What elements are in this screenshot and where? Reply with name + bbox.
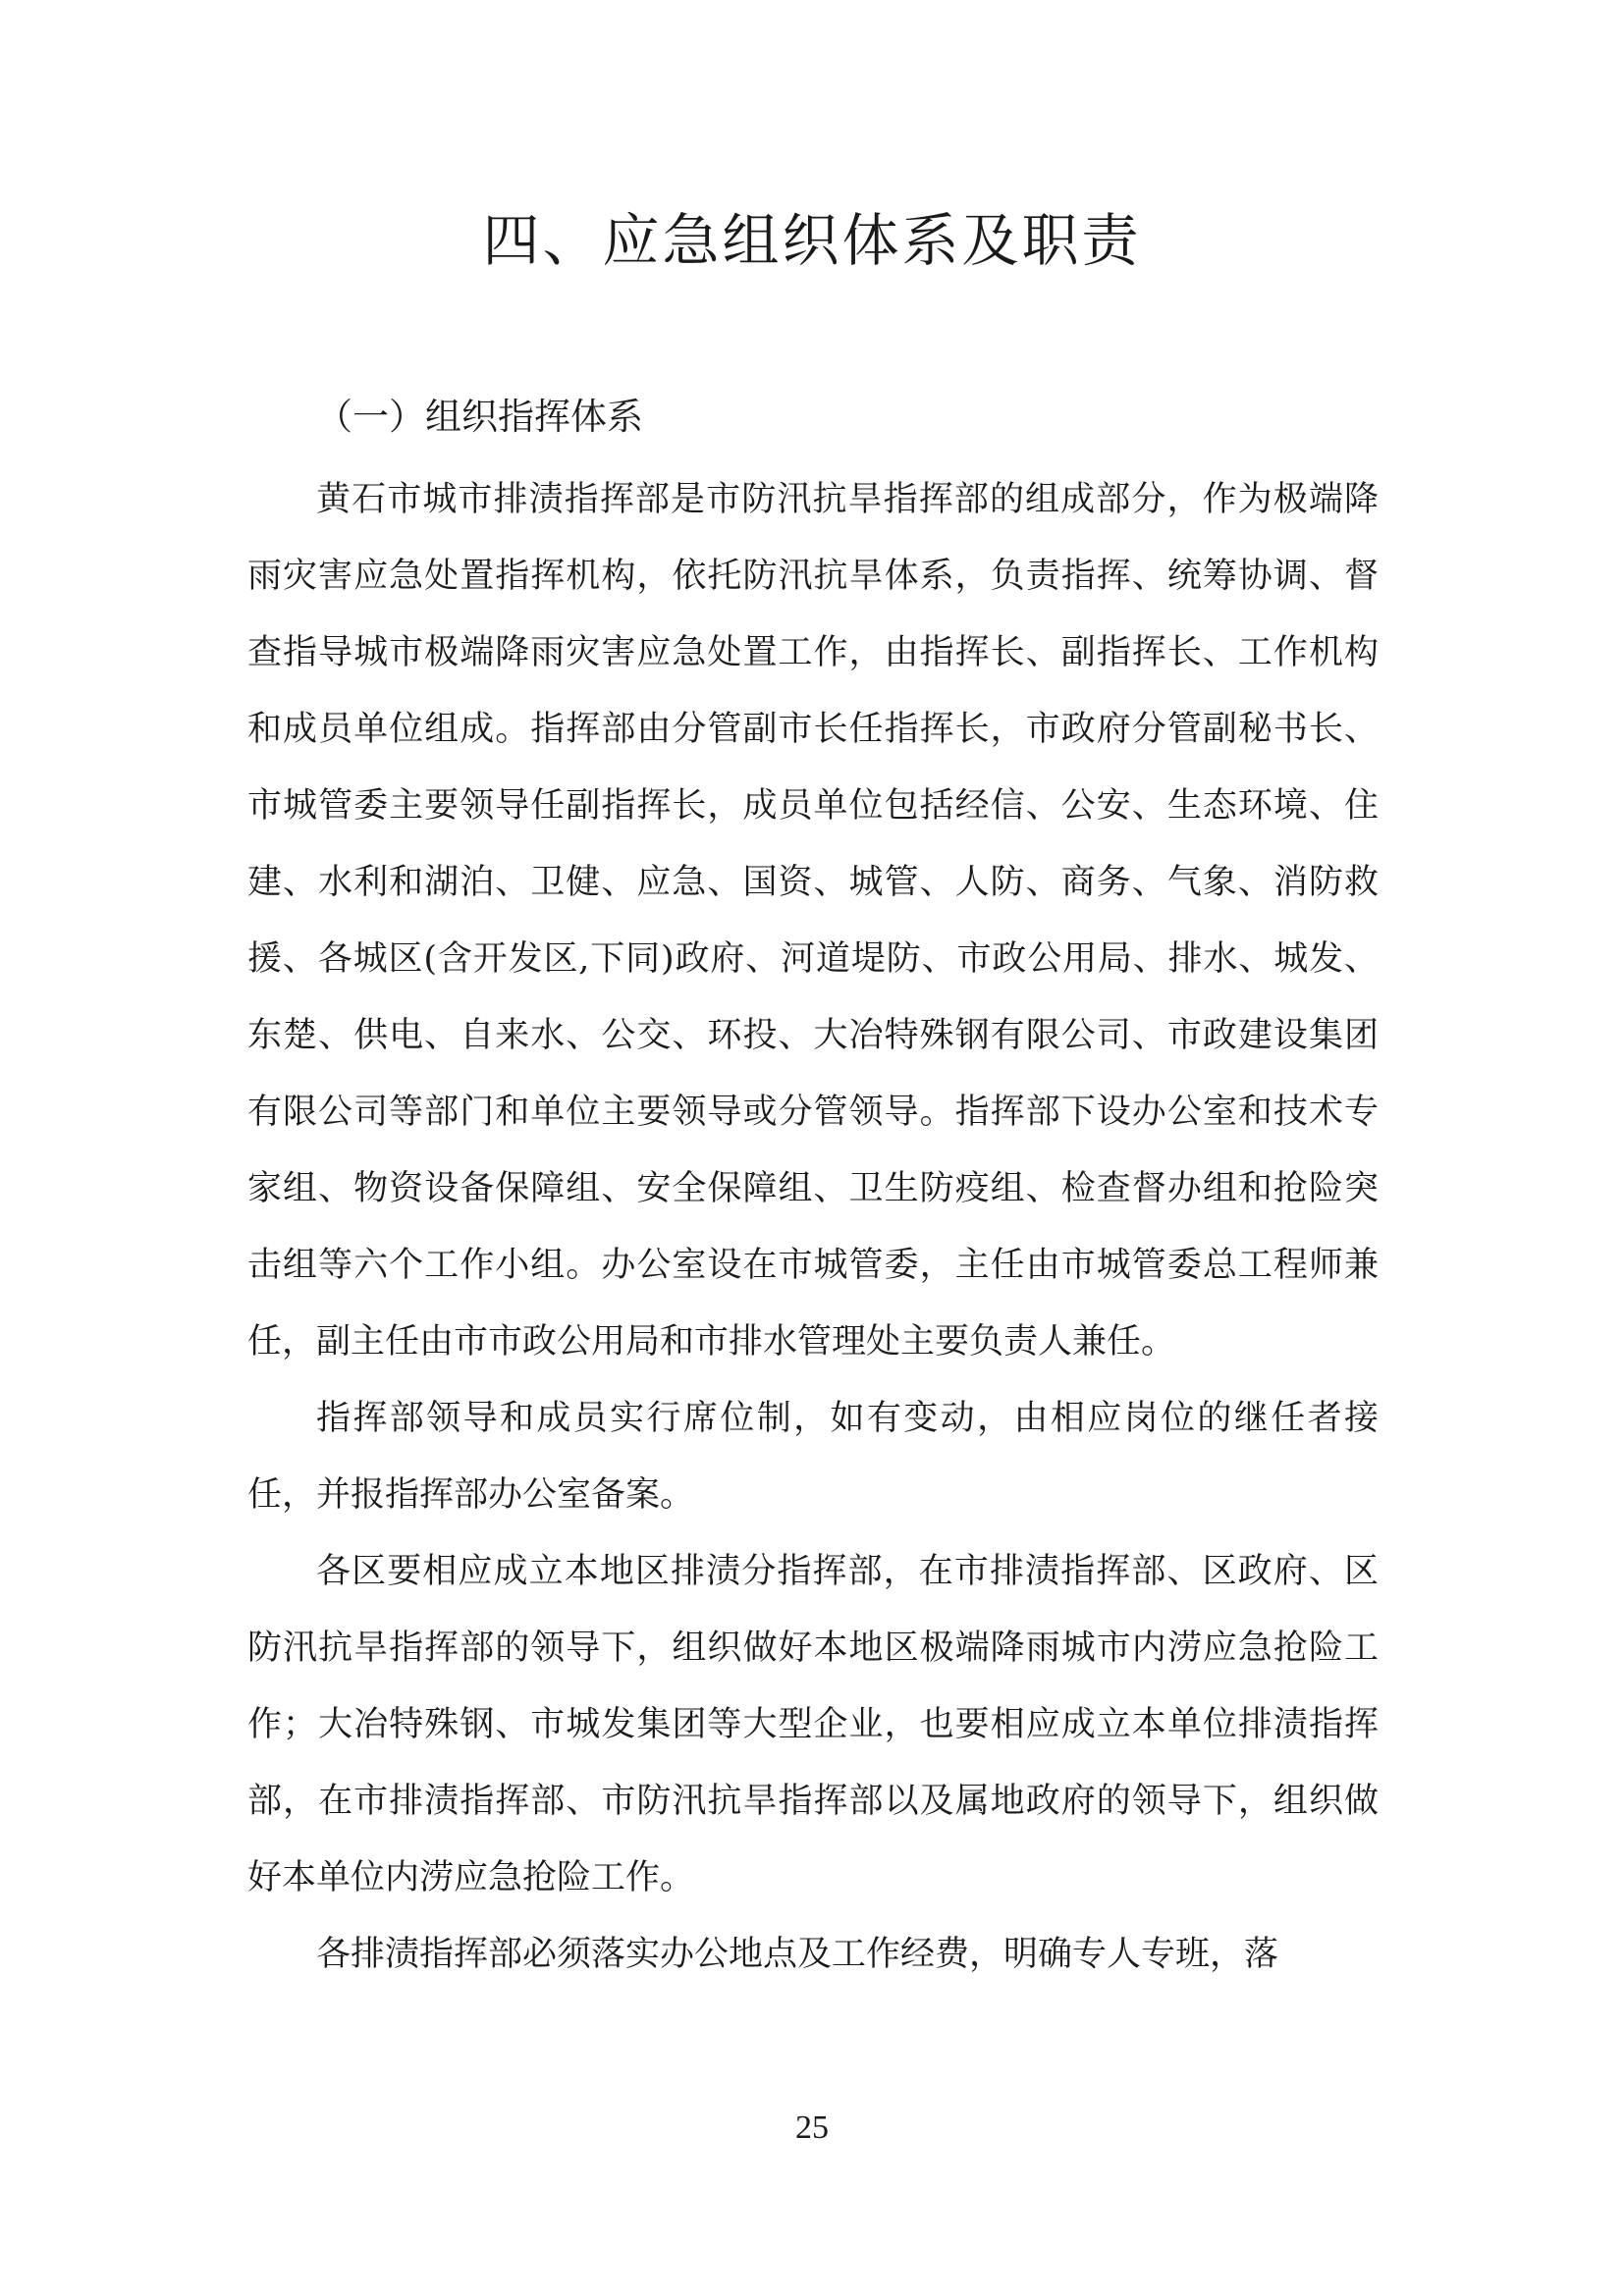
chapter-title: 四、应急组织体系及职责 (482, 207, 1142, 274)
body-text (247, 461, 1379, 1993)
paragraph-district-commands: 各区要相应成立本地区排渍分指挥部，在市排渍指挥部、区政府、区防汛抗旱指挥部的领导下，组织做好本地区极端降雨城市内涝应急抢险工作；大冶特殊钢、市城发集团等大型企业，也要相应成立本单位排渍指挥部，在市排渍指挥部、市防汛抗旱指挥部以及属地政府的领导下，组织做好本单位内涝应急抢险工作。 (247, 1552, 1379, 1897)
paragraph-office-funding: 各排渍指挥部必须落实办公地点及工作经费，明确专人专班，落 (316, 1935, 1279, 1974)
page-number: 25 (795, 2109, 829, 2146)
section-heading: （一）组织指挥体系 (316, 396, 643, 438)
paragraph-seat-system: 指挥部领导和成员实行席位制，如有变动，由相应岗位的继任者接任，并报指挥部办公室备案。 (247, 1399, 1379, 1515)
paragraph-organization: 黄石市城市排渍指挥部是市防汛抗旱指挥部的组成部分，作为极端降雨灾害应急处置指挥机构，依托防汛抗旱体系，负责指挥、统筹协调、督查指导城市极端降雨灾害应急处置工作，由指挥长、副指挥长、工作机构和成员单位组成。指挥部由分管副市长任指挥长，市政府分管副秘书长、市城管委主要领导任副指挥长，成员单位包括经信、公安、生态环境、住建、水利和湖泊、卫健、应急、国资、城管、人防、商务、气象、消防救援、各城区(含开发区,下同)政府、河道堤防、市政公用局、排水、城发、东楚、供电、自来水、公交、环投、大冶特殊钢有限公司、市政建设集团有限公司等部门和单位主要领导或分管领导。指挥部下设办公室和技术专家组、物资设备保障组、安全保障组、卫生防疫组、检查督办组和抢险突击组等六个工作小组。办公室设在市城管委，主任由市城管委总工程师兼任，副主任由市市政公用局和市排水管理处主要负责人兼任。 (247, 480, 1379, 1362)
